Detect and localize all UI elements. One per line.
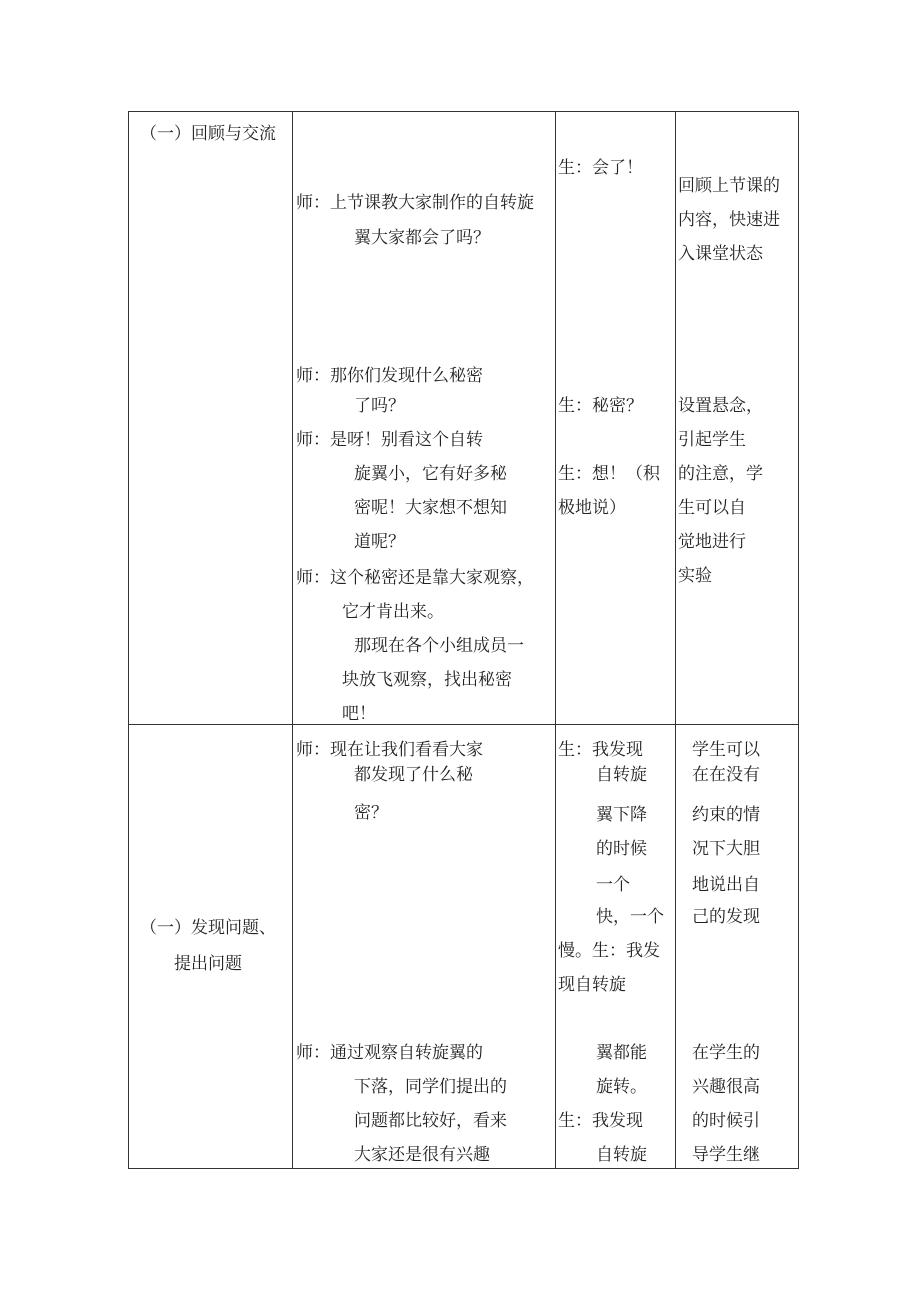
student-line: 慢。生：我发 <box>558 941 660 961</box>
student-line: 生：想！（积 <box>558 464 660 484</box>
teacher-line: 师：通过观察自转旋翼的 <box>296 1043 483 1063</box>
intent-line: 约束的情 <box>692 805 760 825</box>
intent-line: 兴趣很高 <box>692 1077 760 1097</box>
intent-line: 地说出自 <box>692 875 760 895</box>
intent-line: 学生可以 <box>692 740 760 760</box>
teacher-line: 块放飞观察，找出秘密 <box>342 670 512 690</box>
student-line: 快，一个 <box>596 907 664 927</box>
intent-line: 觉地进行 <box>678 532 746 552</box>
teacher-line: 师：是呀！别看这个自转 <box>296 430 483 450</box>
student-line: 极地说） <box>558 498 626 518</box>
column-divider <box>292 111 293 1169</box>
intent-line: 的时候引 <box>692 1111 760 1131</box>
intent-line: 入课堂状态 <box>678 244 763 264</box>
teacher-line: 了吗？ <box>354 396 405 416</box>
student-line: 生：我发现 <box>558 740 643 760</box>
student-line: 翼下降 <box>596 805 647 825</box>
student-line: 自转旋 <box>596 765 647 785</box>
intent-line: 内容，快速进 <box>678 210 780 230</box>
intent-line: 引起学生 <box>678 430 746 450</box>
student-line: 现自转旋 <box>558 975 626 995</box>
intent-line: 己的发现 <box>692 907 760 927</box>
intent-line: 在学生的 <box>692 1043 760 1063</box>
teacher-line: 师：上节课教大家制作的自转旋 <box>296 193 534 213</box>
table-border-top <box>128 111 799 112</box>
student-line: 生：我发现 <box>558 1111 643 1131</box>
table-border-right <box>798 111 799 1169</box>
teacher-line: 师：这个秘密还是靠大家观察， <box>296 568 534 588</box>
row-divider <box>128 724 799 725</box>
column-divider <box>555 111 556 1169</box>
teacher-line: 大家还是很有兴趣 <box>354 1145 490 1165</box>
intent-line: 回顾上节课的 <box>678 176 780 196</box>
intent-line: 设置悬念， <box>678 396 763 416</box>
teacher-line: 旋翼小，它有好多秘 <box>354 464 507 484</box>
student-line: 自转旋 <box>596 1145 647 1165</box>
intent-line: 的注意，学 <box>678 464 763 484</box>
student-line: 翼都能 <box>596 1043 647 1063</box>
table-border-bottom <box>128 1168 799 1169</box>
student-line: 生：会了！ <box>558 158 643 178</box>
stage-label: （一）回顾与交流 <box>140 124 276 144</box>
teacher-line: 翼大家都会了吗？ <box>354 228 490 248</box>
teacher-line: 它才肯出来。 <box>342 602 444 622</box>
teacher-line: 都发现了什么秘 <box>354 765 473 785</box>
student-line: 一个 <box>596 875 630 895</box>
stage-label: （一）发现问题、 <box>140 918 276 938</box>
teacher-line: 下落，同学们提出的 <box>354 1077 507 1097</box>
column-divider <box>675 111 676 1169</box>
intent-line: 实验 <box>678 566 712 586</box>
teacher-line: 密呢！大家想不想知 <box>354 498 507 518</box>
teacher-line: 师：现在让我们看看大家 <box>296 740 483 760</box>
teacher-line: 师：那你们发现什么秘密 <box>296 366 483 386</box>
teacher-line: 道呢？ <box>354 532 405 552</box>
teacher-line: 问题都比较好，看来 <box>354 1111 507 1131</box>
stage-label: 提出问题 <box>174 954 242 974</box>
student-line: 旋转。 <box>596 1077 647 1097</box>
table-border-left <box>128 111 129 1169</box>
student-line: 生：秘密？ <box>558 396 643 416</box>
teacher-line: 那现在各个小组成员一 <box>354 636 524 656</box>
intent-line: 况下大胆 <box>692 839 760 859</box>
intent-line: 在在没有 <box>692 765 760 785</box>
student-line: 的时候 <box>596 839 647 859</box>
teacher-line: 吧！ <box>342 704 376 724</box>
intent-line: 导学生继 <box>692 1145 760 1165</box>
intent-line: 生可以自 <box>678 498 746 518</box>
teacher-line: 密？ <box>354 803 388 823</box>
